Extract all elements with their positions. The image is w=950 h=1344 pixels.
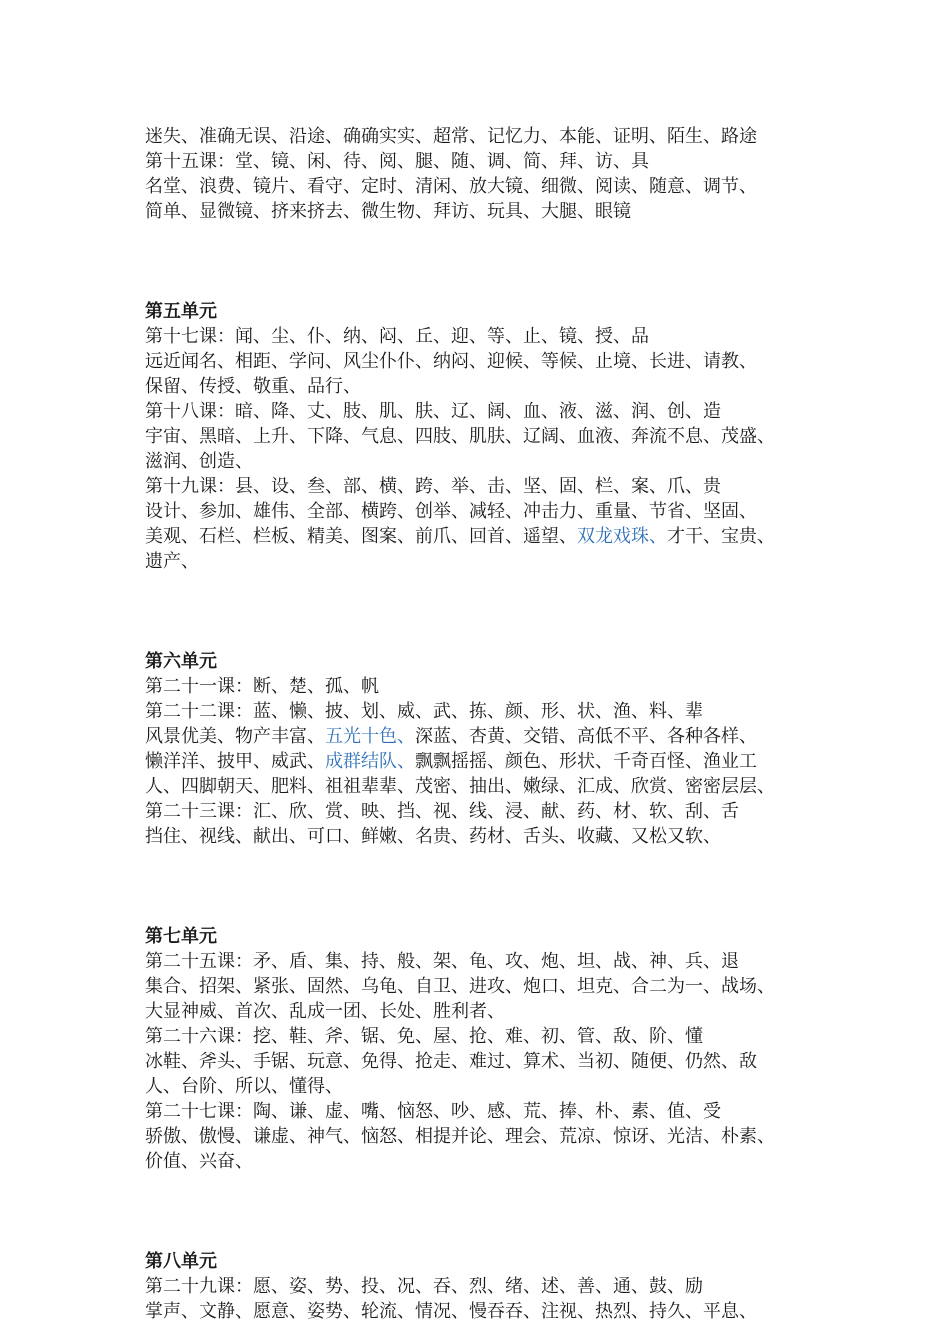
text-line: 宇宙、黑暗、上升、下降、气息、四肢、肌肤、辽阔、血液、奔流不息、茂盛、	[145, 426, 775, 447]
lesson-header: 第二十三课：汇、欣、赏、映、挡、视、线、浸、献、药、材、软、刮、舌	[145, 801, 739, 822]
text-line	[145, 524, 825, 549]
text-line: 保留、传授、敬重、品行、	[145, 376, 361, 397]
text-line: 远近闻名、相距、学问、风尘仆仆、纳闷、迎候、等候、止境、长进、请教、	[145, 351, 757, 372]
text-segment: 美观、石栏、栏板、精美、图案、前爪、回首、遥望、	[145, 526, 577, 547]
text-line: 掌声、文静、愿意、姿势、轮流、情况、慢吞吞、注视、热烈、持久、平息、	[145, 1301, 757, 1322]
unit-heading: 第六单元	[145, 651, 217, 672]
lesson-header: 第二十一课：断、楚、孤、帆	[145, 676, 379, 697]
text-line	[145, 724, 825, 749]
lesson-header: 第二十九课：愿、姿、势、投、况、吞、烈、绪、述、善、通、鼓、励	[145, 1276, 703, 1297]
text-line: 迷失、准确无误、沿途、确确实实、超常、记忆力、本能、证明、陌生、路途	[145, 126, 757, 147]
text-line: 遗产、	[145, 551, 199, 572]
text-segment: 飘飘摇摇、颜色、形状、千奇百怪、渔业工	[415, 751, 757, 772]
text-segment: 懒洋洋、披甲、威武、	[145, 751, 325, 772]
section-spacer	[145, 849, 825, 924]
text-segment: 深蓝、杏黄、交错、高低不平、各种各样、	[415, 726, 757, 747]
text-line: 设计、参加、雄伟、全部、横跨、创举、减轻、冲击力、重量、节省、坚固、	[145, 501, 757, 522]
text-line: 挡住、视线、献出、可口、鲜嫩、名贵、药材、舌头、收藏、又松又软、	[145, 826, 721, 847]
text-line	[145, 749, 825, 774]
lesson-header: 第十八课：暗、降、丈、肢、肌、肤、辽、阔、血、液、滋、润、创、造	[145, 401, 721, 422]
text-line: 冰鞋、斧头、手锯、玩意、免得、抢走、难过、算术、当初、随便、仍然、敌	[145, 1051, 757, 1072]
text-line: 骄傲、傲慢、谦虚、神气、恼怒、相提并论、理会、荒凉、惊讶、光洁、朴素、	[145, 1126, 775, 1147]
intro-section	[145, 124, 825, 224]
lesson-header: 第十五课：堂、镜、闲、待、阅、腿、随、调、简、拜、访、具	[145, 151, 649, 172]
section-spacer	[145, 224, 825, 299]
text-line: 滋润、创造、	[145, 451, 253, 472]
text-segment: 才干、宝贵、	[667, 526, 775, 547]
text-segment: 风景优美、物产丰富、	[145, 726, 325, 747]
unit-heading: 第七单元	[145, 926, 217, 947]
text-line: 人、台阶、所以、懂得、	[145, 1076, 343, 1097]
unit-7-section	[145, 924, 825, 1174]
highlighted-term: 双龙戏珠、	[577, 526, 667, 547]
lesson-header: 第二十五课：矛、盾、集、持、般、架、龟、攻、炮、坦、战、神、兵、退	[145, 951, 739, 972]
unit-heading: 第五单元	[145, 301, 217, 322]
lesson-header: 第二十七课：陶、谦、虚、嘴、恼怒、吵、感、荒、捧、朴、素、值、受	[145, 1101, 721, 1122]
section-spacer	[145, 1174, 825, 1249]
text-line: 名堂、浪费、镜片、看守、定时、清闲、放大镜、细微、阅读、随意、调节、	[145, 176, 757, 197]
text-line: 价值、兴奋、	[145, 1151, 253, 1172]
unit-6-section	[145, 649, 825, 849]
lesson-header: 第二十六课：挖、鞋、斧、锯、免、屋、抢、难、初、管、敌、阶、懂	[145, 1026, 703, 1047]
unit-5-section	[145, 299, 825, 574]
text-line: 简单、显微镜、挤来挤去、微生物、拜访、玩具、大腿、眼镜	[145, 201, 631, 222]
document-page	[145, 124, 825, 1324]
unit-8-section	[145, 1249, 825, 1324]
text-line: 集合、招架、紧张、固然、乌龟、自卫、进攻、炮口、坦克、合二为一、战场、	[145, 976, 775, 997]
text-line: 人、四脚朝天、肥料、祖祖辈辈、茂密、抽出、嫩绿、汇成、欣赏、密密层层、	[145, 776, 775, 797]
highlighted-term: 成群结队、	[325, 751, 415, 772]
highlighted-term: 五光十色、	[325, 726, 415, 747]
lesson-header: 第二十二课：蓝、懒、披、划、威、武、拣、颜、形、状、渔、料、辈	[145, 701, 703, 722]
section-spacer	[145, 574, 825, 649]
text-line: 大显神威、首次、乱成一团、长处、胜利者、	[145, 1001, 505, 1022]
lesson-header: 第十九课：县、设、叁、部、横、跨、举、击、坚、固、栏、案、爪、贵	[145, 476, 721, 497]
lesson-header: 第十七课：闻、尘、仆、纳、闷、丘、迎、等、止、镜、授、品	[145, 326, 649, 347]
unit-heading: 第八单元	[145, 1251, 217, 1272]
